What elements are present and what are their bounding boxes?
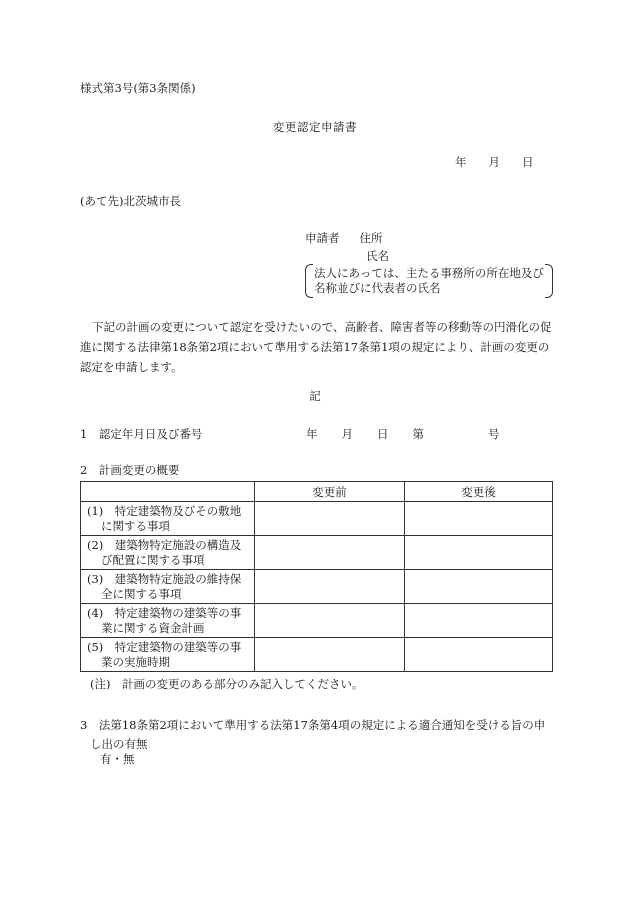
right-bracket <box>545 264 553 298</box>
before-cell[interactable] <box>255 536 405 570</box>
addressee: (あて先)北茨城市長 <box>80 194 181 208</box>
item1-number-suffix: 号 <box>488 427 500 441</box>
table-row <box>81 570 553 604</box>
date-year: 年 <box>455 155 467 169</box>
item2-label: 2 計画変更の概要 <box>80 463 180 477</box>
ki-heading: 記 <box>309 389 321 403</box>
applicant-block <box>305 233 383 245</box>
item1-label: 1 認定年月日及び番号 <box>80 427 203 441</box>
date-month: 月 <box>488 155 500 169</box>
table-row <box>81 638 553 672</box>
address-label: 住所 <box>359 231 383 245</box>
table-row <box>81 604 553 638</box>
document-title: 変更認定申請書 <box>273 120 357 134</box>
item1-day: 日 <box>377 427 389 441</box>
row-label: (1) 特定建築物及びその敷地 に関する事項 <box>81 502 255 536</box>
row-label: (3) 建築物特定施設の維持保 全に関する事項 <box>81 570 255 604</box>
item3-label-rest: し出の有無 <box>90 737 148 751</box>
after-cell[interactable] <box>405 638 553 672</box>
row-label: (2) 建築物特定施設の構造及 び配置に関する事項 <box>81 536 255 570</box>
form-number: 様式第3号(第3条関係) <box>80 81 196 95</box>
left-bracket <box>305 264 313 298</box>
applicant-label: 申請者 <box>305 231 340 245</box>
item3-label <box>80 716 554 754</box>
before-cell[interactable] <box>255 604 405 638</box>
item1-number-prefix: 第 <box>412 427 424 441</box>
corporate-note: 法人にあっては、主たる事務所の所在地及び名称並びに代表者の氏名 <box>314 266 544 295</box>
after-cell[interactable] <box>405 604 553 638</box>
table-row <box>81 502 553 536</box>
before-cell[interactable] <box>255 570 405 604</box>
date-day: 日 <box>522 155 534 169</box>
yes-no-choice[interactable]: 有・無 <box>100 752 135 766</box>
after-cell[interactable] <box>405 502 553 536</box>
row-label: (4) 特定建築物の建築等の事 業に関する資金計画 <box>81 604 255 638</box>
item3-label-first: 3 法第18条第2項において準用する法第17条第4項の規定による適合通知を受ける旨の申 <box>80 718 546 732</box>
row-label: (5) 特定建築物の建築等の事 業の実施時期 <box>81 638 255 672</box>
header-before: 変更前 <box>255 482 405 502</box>
date-line <box>455 157 534 169</box>
name-label: 氏名 <box>366 249 389 263</box>
before-cell[interactable] <box>255 502 405 536</box>
item1-date-number <box>306 429 500 441</box>
item1-year: 年 <box>306 427 318 441</box>
table-note: (注) 計画の変更のある部分のみ記入してください。 <box>90 677 364 691</box>
body-paragraph: 下記の計画の変更について認定を受けたいので、高齢者、障害者等の移動等の円滑化の促進に関する法律第18条第2項において準用する法第17条第1項の規定により、計画の変更の認定を申請します。 <box>80 320 552 374</box>
after-cell[interactable] <box>405 570 553 604</box>
table-row <box>81 536 553 570</box>
change-summary-table <box>80 481 553 672</box>
item1-month: 月 <box>341 427 353 441</box>
table-header-row <box>81 482 553 502</box>
header-after: 変更後 <box>405 482 553 502</box>
after-cell[interactable] <box>405 536 553 570</box>
before-cell[interactable] <box>255 638 405 672</box>
header-item <box>81 482 255 502</box>
corporate-note-bracket <box>305 264 553 298</box>
